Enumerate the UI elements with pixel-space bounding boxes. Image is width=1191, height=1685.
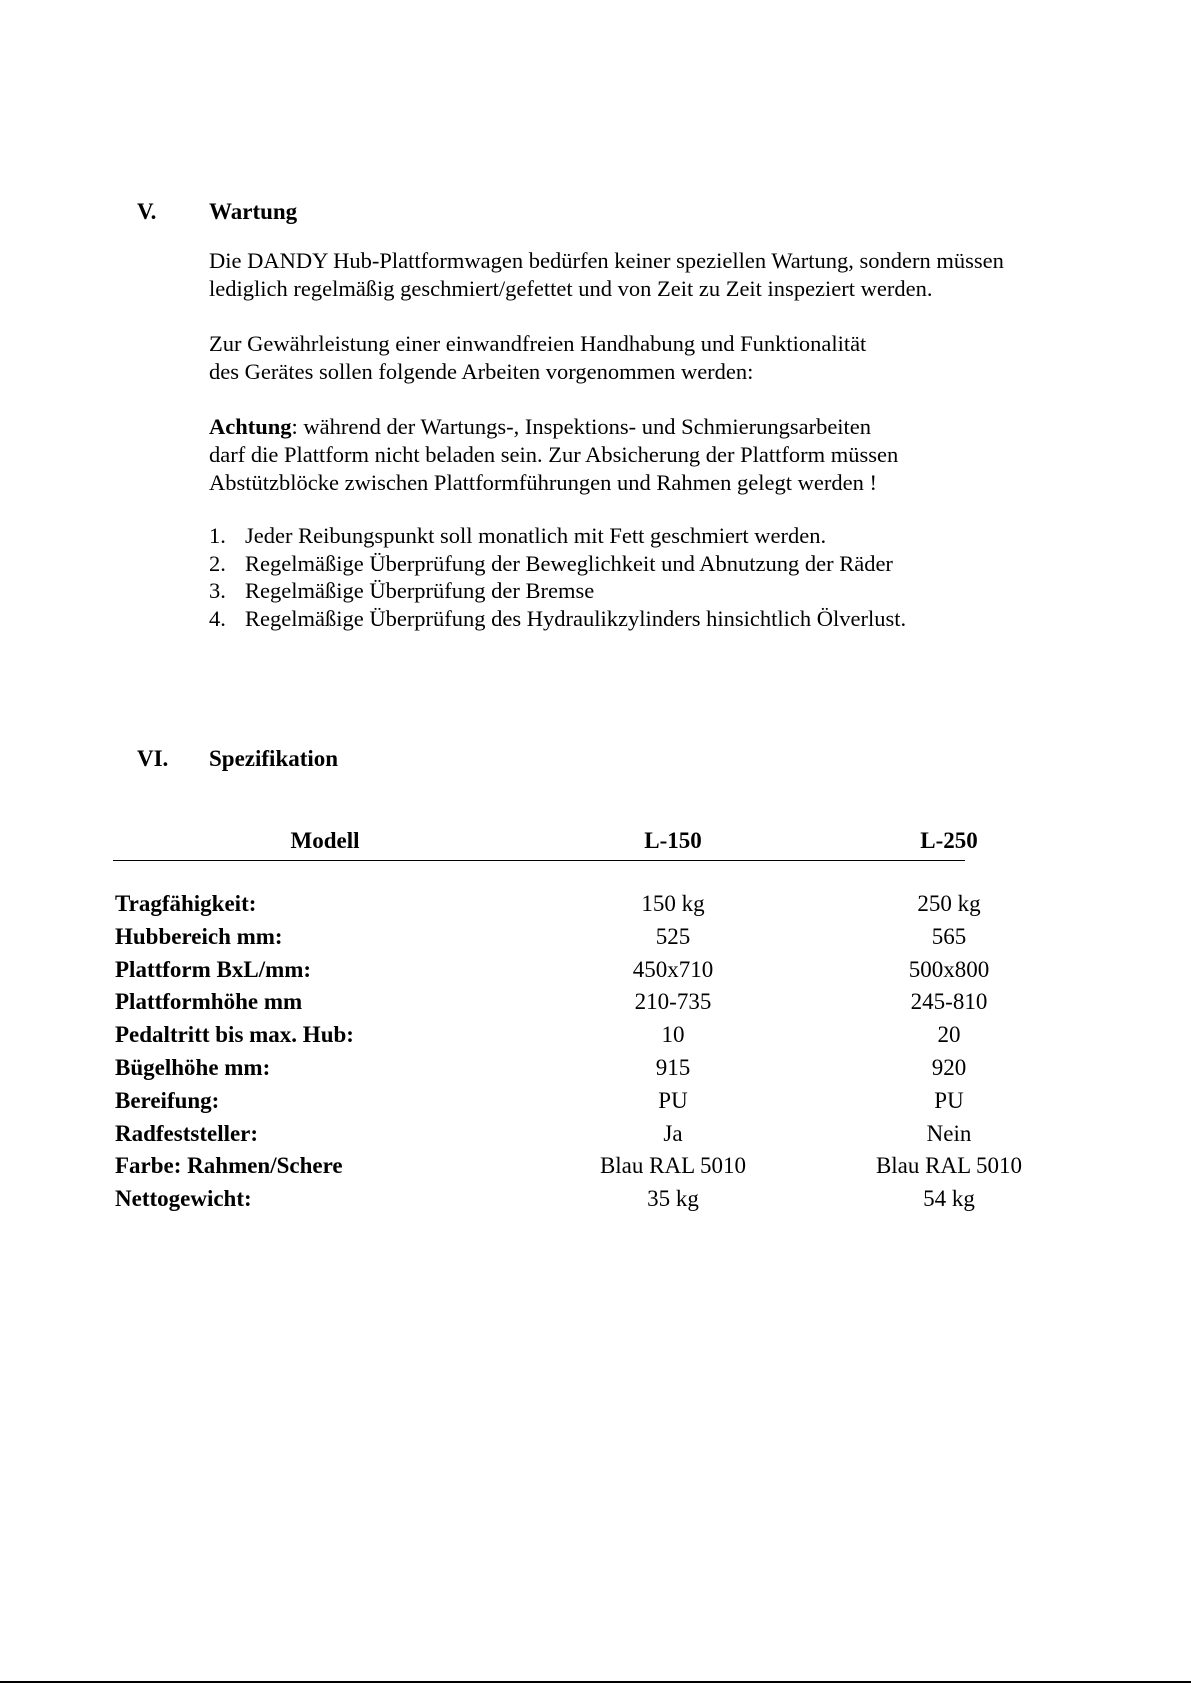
- cell-l150: 915: [655, 1054, 691, 1080]
- cell-l250: 20: [937, 1022, 961, 1048]
- page-bottom-rule: [0, 1681, 1191, 1683]
- cell-l250: PU: [934, 1087, 964, 1113]
- table-row: [113, 1085, 965, 1118]
- paragraph-intro: [209, 247, 1004, 303]
- header-model: Modell: [290, 828, 360, 853]
- cell-l150: PU: [658, 1087, 688, 1113]
- list-text: Jeder Reibungspunkt soll monatlich mit Fett geschmiert werden.: [245, 523, 827, 548]
- section-number: V.: [137, 199, 157, 224]
- table-row: [113, 888, 981, 921]
- cell-l250: 54 kg: [923, 1186, 975, 1212]
- row-label: Bügelhöhe mm:: [115, 1054, 271, 1080]
- list-text: Regelmäßige Überprüfung der Bremse: [245, 578, 595, 603]
- row-label: Plattformhöhe mm: [115, 989, 303, 1015]
- cell-l250: Nein: [926, 1120, 972, 1146]
- list-item: [209, 577, 906, 605]
- table-row: [113, 1118, 972, 1151]
- warning-text: : während der Wartungs-, Inspektions- und Schmierungsarbeiten: [291, 414, 872, 439]
- cell-l250: 500x800: [908, 956, 990, 982]
- cell-l150: Ja: [663, 1120, 683, 1146]
- table-row: [113, 1019, 965, 1052]
- table-header: [113, 824, 978, 861]
- row-label: Nettogewicht:: [115, 1186, 252, 1212]
- cell-l150: Blau RAL 5010: [599, 1153, 747, 1179]
- list-number: 4.: [209, 605, 226, 631]
- cell-l150: 35 kg: [647, 1186, 699, 1212]
- list-number: 3.: [209, 578, 226, 603]
- table-row: [113, 1150, 1023, 1183]
- cell-l250: 250 kg: [917, 891, 981, 916]
- list-item: [209, 550, 906, 578]
- text-line: lediglich regelmäßig geschmiert/gefettet und von Zeit zu Zeit inspeziert werden.: [209, 276, 933, 301]
- text-line: Zur Gewährleistung einer einwandfreien Handhabung und Funktionalität: [209, 331, 867, 356]
- paragraph-functionality: [209, 330, 866, 386]
- list-text: Regelmäßige Überprüfung der Beweglichkeit und Abnutzung der Räder: [245, 550, 893, 576]
- row-label: Bereifung:: [115, 1087, 220, 1113]
- list-text: Regelmäßige Überprüfung des Hydraulikzylinders hinsichtlich Ölverlust.: [245, 605, 907, 631]
- cell-l250: Blau RAL 5010: [875, 1153, 1023, 1179]
- text-line: Die DANDY Hub-Plattformwagen bedürfen keiner speziellen Wartung, sondern müssen: [209, 248, 1004, 273]
- row-label: Tragfähigkeit:: [115, 891, 257, 916]
- text-line: des Gerätes sollen folgende Arbeiten vorgenommen werden:: [209, 359, 754, 384]
- table-row: [113, 1052, 965, 1085]
- text-line: [209, 413, 898, 441]
- header-l150: L-150: [644, 828, 702, 853]
- row-label: Pedaltritt bis max. Hub:: [115, 1022, 354, 1048]
- paragraph-warning: [209, 413, 898, 497]
- cell-l150: 10: [661, 1022, 685, 1048]
- table-row: [113, 1183, 975, 1216]
- row-label: Radfeststeller:: [115, 1120, 259, 1146]
- section-number: VI.: [137, 746, 169, 771]
- section-title: Wartung: [209, 199, 298, 224]
- text-line: Abstützblöcke zwischen Plattformführungen und Rahmen gelegt werden !: [209, 470, 877, 495]
- cell-l150: 450x710: [632, 956, 714, 982]
- list-item: [209, 605, 906, 633]
- list-number: 1.: [209, 523, 226, 548]
- table-row: [113, 986, 988, 1019]
- list-item: [209, 522, 906, 550]
- list-number: 2.: [209, 550, 226, 576]
- section-title: Spezifikation: [209, 746, 339, 771]
- cell-l150: 150 kg: [641, 891, 705, 916]
- cell-l150: 525: [655, 923, 691, 949]
- cell-l250: 245-810: [910, 989, 988, 1015]
- table-row: [113, 954, 990, 987]
- cell-l250: 920: [931, 1054, 967, 1080]
- cell-l150: 210-735: [634, 989, 712, 1015]
- header-l250: L-250: [920, 828, 978, 853]
- table-body: [113, 888, 1023, 1216]
- specification-table: [113, 824, 1023, 1212]
- cell-l250: 565: [931, 923, 967, 949]
- maintenance-list: [209, 522, 906, 632]
- row-label: Farbe: Rahmen/Schere: [115, 1153, 343, 1179]
- text-line: darf die Plattform nicht beladen sein. Zur Absicherung der Plattform müssen: [209, 442, 899, 467]
- table-row: [113, 921, 965, 954]
- row-label: Plattform BxL/mm:: [115, 956, 312, 982]
- warning-label: Achtung: [209, 414, 292, 439]
- row-label: Hubbereich mm:: [115, 923, 283, 949]
